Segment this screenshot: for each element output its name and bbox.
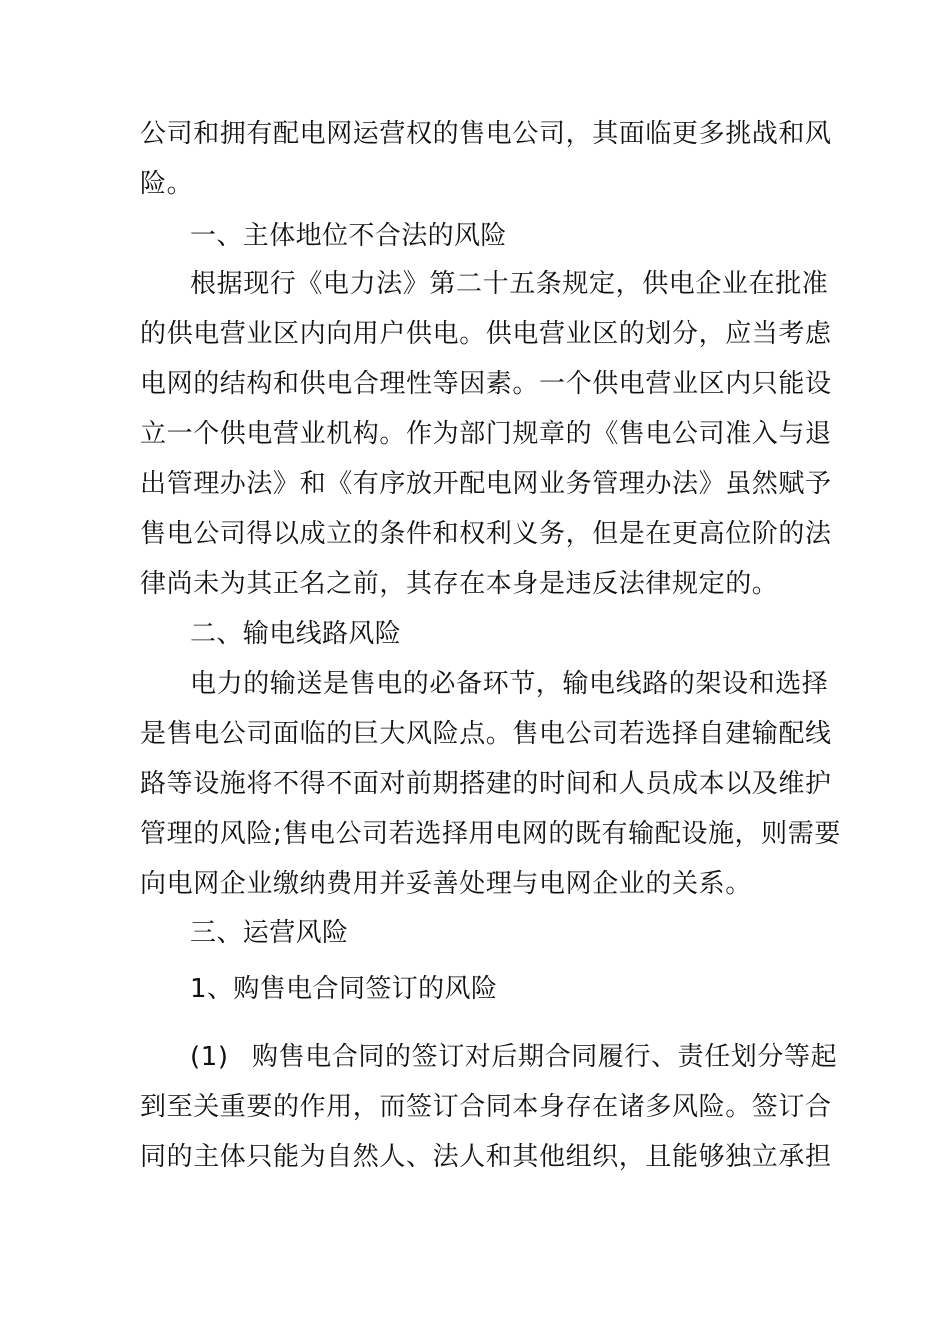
item-text: 购售电合同的签订对后期合同履行、责任划分等起 xyxy=(252,1042,838,1072)
paragraph-line: 向电网企业缴纳费用并妥善处理与电网企业的关系。 xyxy=(140,869,752,899)
numbered-paragraph-line xyxy=(190,1041,837,1073)
paragraph-line: 立一个供电营业机构。作为部门规章的《售电公司准入与退 xyxy=(140,419,832,449)
paragraph-line: 售电公司得以成立的条件和权利义务，但是在更高位阶的法 xyxy=(140,519,832,549)
paragraph-line: 公司和拥有配电网运营权的售电公司，其面临更多挑战和风 xyxy=(140,119,832,149)
section-heading-1: 一、主体地位不合法的风险 xyxy=(190,221,507,251)
paragraph-line: 到至关重要的作用，而签订合同本身存在诸多风险。签订合 xyxy=(140,1092,832,1122)
paragraph-line: 律尚未为其正名之前，其存在本身是违反法律规定的。 xyxy=(140,569,779,599)
paragraph-line: 路等设施将不得不面对前期搭建的时间和人员成本以及维护 xyxy=(140,769,832,799)
paragraph-line: 是售电公司面临的巨大风险点。售电公司若选择自建输配线 xyxy=(140,719,832,749)
item-number: (1) xyxy=(190,1042,229,1072)
section-heading-3: 三、运营风险 xyxy=(190,918,349,948)
paragraph-line: 险。 xyxy=(140,169,194,199)
paragraph-line: 同的主体只能为自然人、法人和其他组织，且能够独立承担 xyxy=(140,1142,832,1172)
paragraph-line: 出管理办法》和《有序放开配电网业务管理办法》虽然赋予 xyxy=(140,469,832,499)
paragraph-line: 的供电营业区内向用户供电。供电营业区的划分，应当考虑 xyxy=(140,319,832,349)
paragraph-line: 根据现行《电力法》第二十五条规定，供电企业在批准 xyxy=(190,269,829,299)
paragraph-line: 电网的结构和供电合理性等因素。一个供电营业区内只能设 xyxy=(140,369,832,399)
subsection-heading: 1、购售电合同签订的风险 xyxy=(190,974,498,1004)
section-heading-2: 二、输电线路风险 xyxy=(190,619,402,649)
paragraph-line: 管理的风险;售电公司若选择用电网的既有输配设施，则需要 xyxy=(140,819,841,849)
paragraph-line: 电力的输送是售电的必备环节，输电线路的架设和选择 xyxy=(190,669,829,699)
